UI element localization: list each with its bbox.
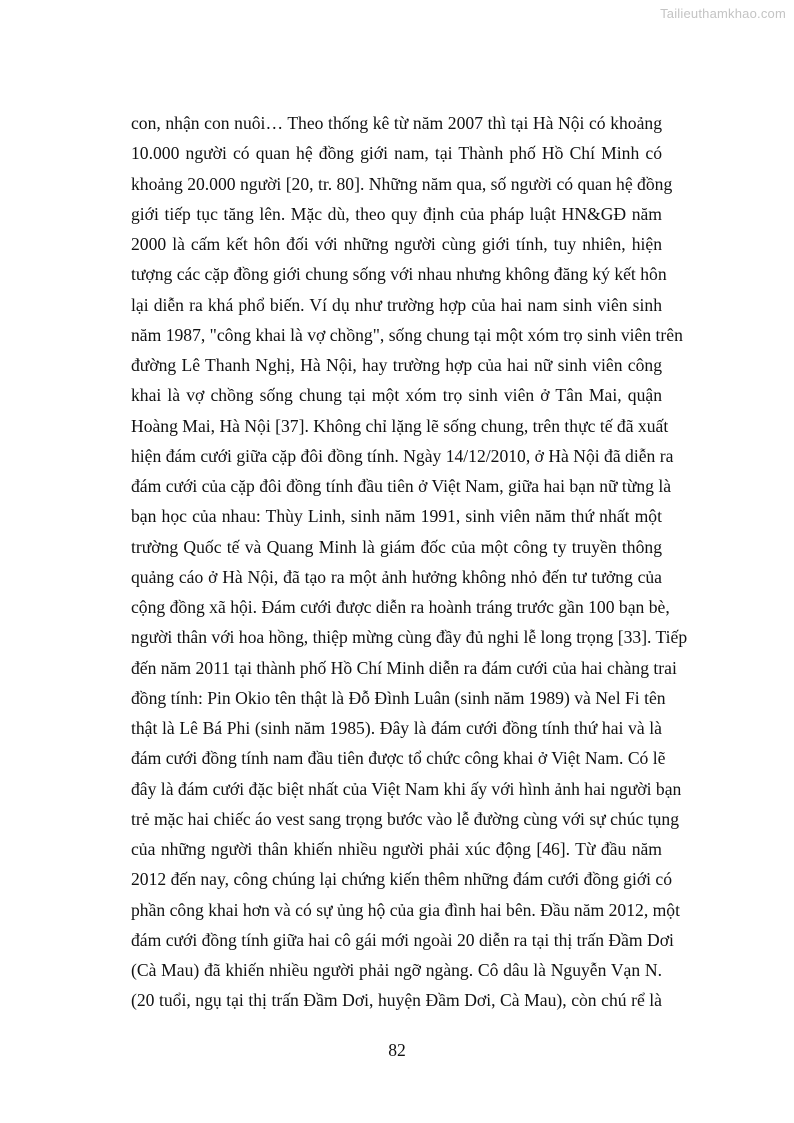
text-line: đám cưới của cặp đôi đồng tính đầu tiên ở Việt Nam, giữa hai bạn nữ từng là <box>131 476 672 496</box>
text-line: người thân với hoa hồng, thiệp mừng cùng đầy đủ nghi lễ long trọng [33]. Tiếp <box>131 627 688 648</box>
text-line: hiện đám cưới giữa cặp đôi đồng tính. Ngày 14/12/2010, ở Hà Nội đã diễn ra <box>131 445 674 466</box>
text-line: 2012 đến nay, công chúng lại chứng kiến thêm những đám cưới đồng giới có <box>131 869 673 890</box>
text-line: đây là đám cưới đặc biệt nhất của Việt Nam khi ấy với hình ảnh hai người bạn <box>131 778 682 799</box>
text-line: 10.000 người có quan hệ đồng giới nam, tại Thành phố Hồ Chí Minh có <box>131 143 662 164</box>
text-line: đám cưới đồng tính giữa hai cô gái mới ngoài 20 diễn ra tại thị trấn Đầm Dơi <box>131 929 674 950</box>
text-line: quảng cáo ở Hà Nội, đã tạo ra một ảnh hưởng không nhỏ đến tư tưởng của <box>131 566 662 587</box>
text-line: của những người thân khiến nhiều người phải xúc động [46]. Từ đầu năm <box>131 839 662 859</box>
text-line: trường Quốc tế và Quang Minh là giám đốc của một công ty truyền thông <box>131 536 662 557</box>
text-line: đồng tính: Pin Okio tên thật là Đỗ Đình Luân (sinh năm 1989) và Nel Fi tên <box>131 687 666 708</box>
text-line: khai là vợ chồng sống chung tại một xóm trọ sinh viên ở Tân Mai, quận <box>131 385 662 406</box>
text-line: phần công khai hơn và có sự ủng hộ của gia đình hai bên. Đầu năm 2012, một <box>131 899 680 920</box>
text-line: trẻ mặc hai chiếc áo vest sang trọng bước vào lễ đường cùng với sự chúc tụng <box>131 808 680 829</box>
text-line: (Cà Mau) đã khiến nhiều người phải ngỡ ngàng. Cô dâu là Nguyễn Vạn N. <box>131 960 662 980</box>
text-line: thật là Lê Bá Phi (sinh năm 1985). Đây là đám cưới đồng tính thứ hai và là <box>131 718 662 738</box>
text-line: đến năm 2011 tại thành phố Hồ Chí Minh diễn ra đám cưới của hai chàng trai <box>131 657 677 678</box>
text-line: năm 1987, "công khai là vợ chồng", sống chung tại một xóm trọ sinh viên trên <box>131 324 683 345</box>
text-line: (20 tuổi, ngụ tại thị trấn Đầm Dơi, huyện Đầm Dơi, Cà Mau), còn chú rể là <box>131 990 662 1011</box>
text-line: bạn học của nhau: Thùy Linh, sinh năm 1991, sinh viên năm thứ nhất một <box>131 506 662 527</box>
text-line: Hoàng Mai, Hà Nội [37]. Không chỉ lặng lẽ sống chung, trên thực tế đã xuất <box>131 415 669 436</box>
text-line: con, nhận con nuôi… Theo thống kê từ năm 2007 thì tại Hà Nội có khoảng <box>131 113 662 133</box>
text-line: lại diễn ra khá phổ biến. Ví dụ như trường hợp của hai nam sinh viên sinh <box>131 294 662 315</box>
watermark: Tailieuthamkhao.com <box>660 6 786 21</box>
page-number: 82 <box>388 1040 406 1060</box>
text-line: giới tiếp tục tăng lên. Mặc dù, theo quy định của pháp luật HN&GĐ năm <box>131 203 662 224</box>
text-line: đám cưới đồng tính nam đầu tiên được tổ chức công khai ở Việt Nam. Có lẽ <box>131 748 666 769</box>
text-line: đường Lê Thanh Nghị, Hà Nội, hay trường hợp của hai nữ sinh viên công <box>131 355 662 375</box>
text-line: cộng đồng xã hội. Đám cưới được diễn ra hoành tráng trước gần 100 bạn bè, <box>131 597 670 617</box>
text-line: khoảng 20.000 người [20, tr. 80]. Những năm qua, số người có quan hệ đồng <box>131 173 673 194</box>
text-line: tượng các cặp đồng giới chung sống với nhau nhưng không đăng ký kết hôn <box>131 264 667 285</box>
body-text <box>131 108 688 1016</box>
text-line: 2000 là cấm kết hôn đối với những người cùng giới tính, tuy nhiên, hiện <box>131 234 662 254</box>
